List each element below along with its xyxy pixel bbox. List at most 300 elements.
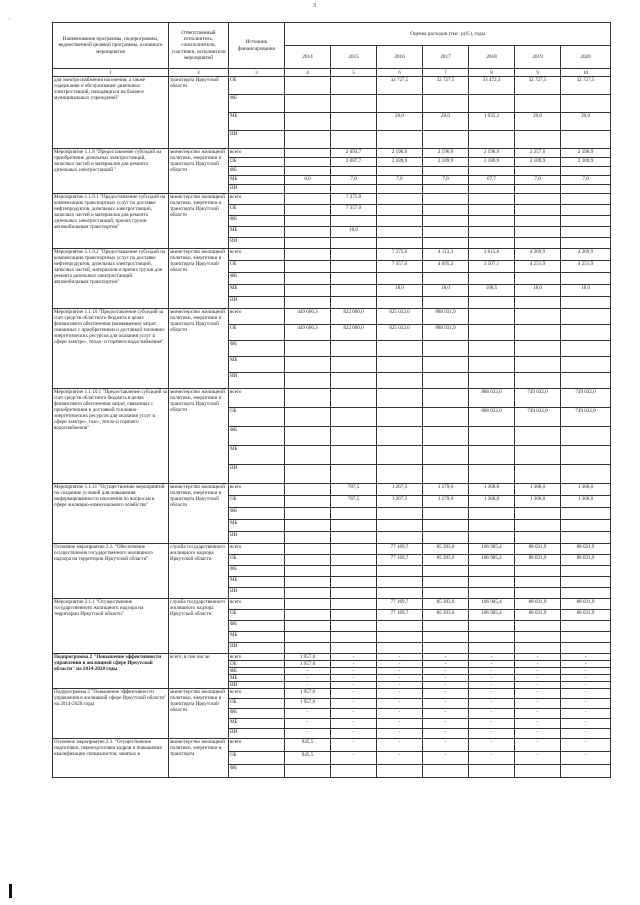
amount-cell [331, 167, 377, 176]
amount-cell [561, 297, 611, 309]
amount-cell: - [515, 709, 561, 719]
amount-cell: 18,0 [423, 285, 469, 297]
column-number: 1 [53, 69, 169, 77]
funding-source: ИИ [229, 643, 285, 654]
amount-cell [285, 496, 331, 508]
header-year: 2017 [423, 46, 469, 69]
funding-source: ИИ [229, 131, 285, 149]
amount-cell [515, 520, 561, 532]
amount-cell [331, 446, 377, 465]
amount-cell: - [377, 661, 423, 668]
amount-cell [423, 427, 469, 446]
amount-cell: 7,0 [331, 176, 377, 185]
funding-source: ФБ [229, 341, 285, 357]
table-row [53, 544, 611, 555]
amount-cell [515, 427, 561, 446]
amount-cell [515, 216, 561, 227]
amount-cell [285, 610, 331, 621]
funding-source: МБ [229, 675, 285, 682]
amount-cell: - [561, 689, 611, 699]
amount-cell [377, 520, 423, 532]
amount-cell [285, 643, 331, 654]
amount-cell [423, 621, 469, 632]
funding-source: ФБ [229, 427, 285, 446]
amount-cell [377, 408, 423, 427]
funding-source: МБ [229, 632, 285, 643]
amount-cell [331, 408, 377, 427]
header-estimate: Оценка расходов (тыс. руб.), годы [285, 23, 611, 46]
funding-source: МБ [229, 285, 285, 297]
amount-cell: 888 931,9 [423, 325, 469, 341]
amount-cell [423, 465, 469, 484]
amount-cell [469, 95, 515, 113]
amount-cell: 88 031,9 [515, 555, 561, 566]
funding-source: ФБ [229, 668, 285, 675]
amount-cell [469, 621, 515, 632]
amount-cell: 7,0 [377, 176, 423, 185]
funding-source: МБ [229, 176, 285, 185]
amount-cell [331, 373, 377, 389]
amount-cell [285, 261, 331, 273]
funding-source: ФБ [229, 273, 285, 285]
funding-source: всего [229, 654, 285, 661]
amount-cell: 2 189,9 [377, 158, 423, 167]
amount-cell [331, 465, 377, 484]
amount-cell: 4 095,3 [423, 261, 469, 273]
amount-cell [285, 249, 331, 261]
amount-cell [377, 643, 423, 654]
amount-cell [331, 632, 377, 643]
amount-cell: 2 196,9 [561, 149, 611, 158]
amount-cell: - [515, 699, 561, 709]
amount-cell [331, 566, 377, 577]
header-responsible: Ответственный исполнитель, соисполнители, участники, исполнители мероприятий [169, 23, 229, 69]
binding-edge-mark [9, 884, 12, 898]
amount-cell: 20,0 [515, 113, 561, 131]
amount-cell [515, 205, 561, 216]
amount-cell: - [285, 709, 331, 719]
amount-cell [515, 577, 561, 588]
amount-cell: - [331, 682, 377, 689]
amount-cell: 18,0 [515, 285, 561, 297]
amount-cell [377, 185, 423, 194]
table-row [53, 654, 611, 661]
amount-cell: 88 031,9 [561, 610, 611, 621]
amount-cell: - [377, 729, 423, 739]
amount-cell [331, 610, 377, 621]
amount-cell [331, 588, 377, 599]
header-source: Источник финансирования [229, 23, 285, 69]
amount-cell: - [423, 729, 469, 739]
amount-cell [561, 238, 611, 249]
amount-cell: - [561, 661, 611, 668]
amount-cell [285, 167, 331, 176]
amount-cell: 7 375,0 [331, 194, 377, 205]
amount-cell [331, 341, 377, 357]
amount-cell [377, 227, 423, 238]
amount-cell [423, 588, 469, 599]
amount-cell: 7 357,0 [331, 205, 377, 216]
amount-cell [469, 273, 515, 285]
amount-cell [331, 427, 377, 446]
amount-cell: - [331, 654, 377, 661]
amount-cell: 85 393,0 [423, 610, 469, 621]
amount-cell [423, 765, 469, 778]
amount-cell: 32 727,5 [515, 77, 561, 95]
amount-cell: - [469, 689, 515, 699]
amount-cell [469, 588, 515, 599]
amount-cell [515, 566, 561, 577]
amount-cell [561, 205, 611, 216]
funding-source: ОБ [229, 496, 285, 508]
amount-cell [377, 357, 423, 373]
amount-cell: - [469, 739, 515, 752]
funding-source: всего [229, 739, 285, 752]
amount-cell: - [377, 668, 423, 675]
amount-cell: 88 031,9 [561, 599, 611, 610]
table-row [53, 249, 611, 261]
amount-cell [423, 167, 469, 176]
amount-cell [469, 465, 515, 484]
amount-cell: - [469, 654, 515, 661]
funding-source: ФБ [229, 216, 285, 227]
amount-cell: 825 032,0 [377, 309, 423, 325]
amount-cell [285, 158, 331, 167]
funding-source: ИИ [229, 588, 285, 599]
amount-cell: 787,5 [331, 484, 377, 496]
funding-source: МБ [229, 446, 285, 465]
responsible-executor: министерство жилищной политики, энергетики и транспорта Иркутской области [169, 484, 229, 544]
table-row [53, 309, 611, 325]
amount-cell [561, 588, 611, 599]
amount-cell [561, 95, 611, 113]
amount-cell [331, 238, 377, 249]
amount-cell [285, 408, 331, 427]
amount-cell [285, 297, 331, 309]
amount-cell [331, 113, 377, 131]
amount-cell [423, 577, 469, 588]
amount-cell: 18,0 [561, 285, 611, 297]
amount-cell [469, 632, 515, 643]
amount-cell: 1 279,0 [423, 484, 469, 496]
funding-source: ОБ [229, 158, 285, 167]
column-number: 7 [423, 69, 469, 77]
amount-cell: - [561, 752, 611, 765]
amount-cell: - [423, 739, 469, 752]
amount-cell [469, 427, 515, 446]
amount-cell: 1 957,0 [285, 699, 331, 709]
amount-cell: - [515, 689, 561, 699]
amount-cell [285, 520, 331, 532]
amount-cell: - [561, 739, 611, 752]
amount-cell: - [423, 719, 469, 729]
amount-cell [377, 508, 423, 520]
amount-cell: 1 368,0 [561, 484, 611, 496]
measure-name: Мероприятие 1.1.10 "Предоставление субсидий за счет средств областного бюджета в целях финансового обеспечения (возмещения) затрат, связанных с приобретением и доставкой топливно-энергетических ресурсов для оказания услуг в сфере электро-, тепло- и горячего водоснабжения" [53, 309, 169, 389]
amount-cell [469, 577, 515, 588]
funding-source: всего [229, 194, 285, 205]
header-year: 2015 [331, 46, 377, 69]
header-year: 2018 [469, 46, 515, 69]
amount-cell [285, 508, 331, 520]
amount-cell: 4 251,9 [515, 261, 561, 273]
amount-cell: - [469, 709, 515, 719]
amount-cell: 749 032,0 [515, 389, 561, 408]
measure-name: Мероприятие 1.1.9.1 "Предоставление субсидий на компенсацию транспортных услуг по доставке нефтепродуктов, дизельных электростанций, запасных частей и материалов для ремонта дизельных электростанций, прочих грузов автомобильным транспортом" [53, 194, 169, 249]
amount-cell: - [285, 719, 331, 729]
amount-cell [561, 632, 611, 643]
amount-cell [469, 508, 515, 520]
amount-cell [285, 149, 331, 158]
funding-source: ОБ [229, 205, 285, 216]
amount-cell [331, 520, 377, 532]
header-year: 2020 [561, 46, 611, 69]
amount-cell [285, 194, 331, 205]
responsible-executor: министерство жилищной политики, энергетики и транспорта Иркутской области [169, 249, 229, 309]
amount-cell: - [331, 719, 377, 729]
amount-cell: - [285, 682, 331, 689]
funding-source: ФБ [229, 765, 285, 778]
amount-cell [285, 599, 331, 610]
amount-cell [469, 185, 515, 194]
funding-source: ОБ [229, 261, 285, 273]
amount-cell: 2 093,7 [331, 149, 377, 158]
amount-cell: - [423, 668, 469, 675]
responsible-executor: министерство жилищной политики, энергетики и транспорта Иркутской области [169, 149, 229, 194]
amount-cell: 787,5 [331, 496, 377, 508]
measure-name: Мероприятие 1.1.11 "Осуществление мероприятий по созданию условий для повышения информированности населения по вопросам в сфере жилищно-коммунального хозяйства" [53, 484, 169, 544]
amount-cell [423, 632, 469, 643]
amount-cell [561, 765, 611, 778]
amount-cell [285, 373, 331, 389]
amount-cell [331, 765, 377, 778]
amount-cell: - [515, 682, 561, 689]
amount-cell [561, 427, 611, 446]
amount-cell [377, 205, 423, 216]
amount-cell [515, 373, 561, 389]
amount-cell: 1 368,0 [515, 496, 561, 508]
amount-cell [285, 588, 331, 599]
amount-cell [423, 643, 469, 654]
amount-cell: 1 957,0 [285, 661, 331, 668]
amount-cell [469, 341, 515, 357]
amount-cell [377, 341, 423, 357]
amount-cell [285, 532, 331, 544]
measure-name: Мероприятие 1.1.9.2 "Предоставление субсидий на компенсацию транспортных услуг по доставке нефтепродуктов, дизельных электростанций, запасных частей, материалов и прочих грузов для ремонта дизельных электростанций автомобильным транспортом" [53, 249, 169, 309]
amount-cell: - [423, 709, 469, 719]
amount-cell [331, 261, 377, 273]
amount-cell: - [469, 675, 515, 682]
measure-name: Мероприятие 1.1.10.1 "Предоставление субсидий за счет средств областного бюджета в целях финансового обеспечения затрат, связанных с приобретением и доставкой топливно-энергетических ресурсов для оказания услуг в сфере электро-, газо-, тепло-и горячего водоснабжения" [53, 389, 169, 484]
amount-cell: - [561, 699, 611, 709]
corner-mark: ' [9, 18, 11, 24]
amount-cell: 18,0 [377, 285, 423, 297]
funding-source: МБ [229, 227, 285, 238]
amount-cell [285, 555, 331, 566]
amount-cell: 1 957,0 [285, 689, 331, 699]
amount-cell [515, 297, 561, 309]
amount-cell [423, 95, 469, 113]
amount-cell: - [469, 752, 515, 765]
amount-cell [515, 357, 561, 373]
amount-cell [515, 446, 561, 465]
amount-cell: 32 727,5 [561, 77, 611, 95]
amount-cell [469, 167, 515, 176]
funding-source: ИИ [229, 729, 285, 739]
amount-cell: - [515, 661, 561, 668]
amount-cell [423, 446, 469, 465]
funding-source: ИИ [229, 682, 285, 689]
amount-cell [561, 520, 611, 532]
responsible-executor: служба государственного жилищного надзора Иркутской области [169, 544, 229, 599]
amount-cell [515, 341, 561, 357]
amount-cell: - [377, 654, 423, 661]
amount-cell [423, 389, 469, 408]
amount-cell [285, 484, 331, 496]
amount-cell [515, 632, 561, 643]
amount-cell [423, 357, 469, 373]
amount-cell: 1 279,0 [423, 496, 469, 508]
amount-cell: 822 600,0 [331, 309, 377, 325]
amount-cell: - [377, 709, 423, 719]
amount-cell: 1 267,3 [377, 484, 423, 496]
amount-cell: 106 905,4 [469, 599, 515, 610]
amount-cell [377, 446, 423, 465]
table-row [53, 194, 611, 205]
amount-cell: 106 905,4 [469, 610, 515, 621]
amount-cell: 2 189,9 [515, 158, 561, 167]
amount-cell [377, 588, 423, 599]
amount-cell: 32 727,5 [377, 77, 423, 95]
amount-cell: - [331, 729, 377, 739]
amount-cell [469, 532, 515, 544]
funding-source: ОБ [229, 77, 285, 95]
amount-cell [561, 167, 611, 176]
amount-cell [331, 249, 377, 261]
amount-cell: 449 600,3 [285, 325, 331, 341]
amount-cell [377, 532, 423, 544]
amount-cell [423, 205, 469, 216]
measure-name: Подпрограмма 2 "Повышение эффективности управления в жилищной сфере Иркутской области" на 2014-2020 годы [53, 654, 169, 689]
measure-name: Основное мероприятие 2.1. "Осуществление подготовки, переподготовки кадров и повышения квалификации специалистов, занятых в [53, 739, 169, 778]
funding-source: всего [229, 544, 285, 555]
amount-cell: 749 032,0 [561, 389, 611, 408]
amount-cell [469, 765, 515, 778]
amount-cell: - [377, 689, 423, 699]
amount-cell [515, 238, 561, 249]
amount-cell [515, 95, 561, 113]
amount-cell: 1 267,3 [377, 496, 423, 508]
funding-source: всего [229, 389, 285, 408]
amount-cell [285, 389, 331, 408]
amount-cell [377, 765, 423, 778]
amount-cell [561, 465, 611, 484]
amount-cell: 3 615,6 [469, 249, 515, 261]
amount-cell [377, 389, 423, 408]
amount-cell: - [331, 709, 377, 719]
amount-cell [285, 185, 331, 194]
amount-cell: 822 600,0 [331, 325, 377, 341]
amount-cell: - [331, 739, 377, 752]
amount-cell: 2 087,7 [331, 158, 377, 167]
column-number: 10 [561, 69, 611, 77]
amount-cell [515, 532, 561, 544]
amount-cell: - [561, 682, 611, 689]
amount-cell: - [469, 719, 515, 729]
amount-cell [469, 205, 515, 216]
amount-cell [469, 520, 515, 532]
amount-cell: - [377, 752, 423, 765]
amount-cell: 4 113,3 [423, 249, 469, 261]
amount-cell [331, 508, 377, 520]
amount-cell [331, 532, 377, 544]
responsible-executor: министерство жилищной политики, энергетики и транспорта [169, 739, 229, 778]
funding-source: ФБ [229, 621, 285, 632]
amount-cell [285, 77, 331, 95]
column-number: 6 [377, 69, 423, 77]
amount-cell [515, 325, 561, 341]
page-number: 3 [313, 3, 316, 9]
amount-cell: 77 169,7 [377, 610, 423, 621]
amount-cell: - [331, 675, 377, 682]
amount-cell: 67,7 [469, 176, 515, 185]
amount-cell [561, 532, 611, 544]
amount-cell [285, 765, 331, 778]
amount-cell: 2 196,9 [377, 149, 423, 158]
amount-cell: 888 032,0 [469, 389, 515, 408]
amount-cell [515, 643, 561, 654]
amount-cell: 4 251,9 [561, 261, 611, 273]
amount-cell [515, 588, 561, 599]
amount-cell [561, 446, 611, 465]
amount-cell [377, 95, 423, 113]
amount-cell: 2 196,9 [469, 149, 515, 158]
amount-cell [285, 632, 331, 643]
responsible-executor: транспорта Иркутской области [169, 77, 229, 149]
amount-cell: - [285, 675, 331, 682]
amount-cell [377, 632, 423, 643]
funding-source: ИИ [229, 373, 285, 389]
funding-source: ОБ [229, 610, 285, 621]
table-row [53, 599, 611, 610]
amount-cell: 749 032,0 [515, 408, 561, 427]
amount-cell: 88 031,9 [515, 544, 561, 555]
header-name: Наименование программы, подпрограммы, ведомственной целевой программы, основного мероприятия [53, 23, 169, 69]
amount-cell: - [423, 699, 469, 709]
amount-cell [423, 566, 469, 577]
amount-cell: 749 032,0 [561, 408, 611, 427]
amount-cell: - [561, 719, 611, 729]
responsible-executor: всего, в том числе: [169, 654, 229, 689]
amount-cell [561, 577, 611, 588]
funding-source: ИИ [229, 532, 285, 544]
amount-cell [561, 357, 611, 373]
amount-cell: - [377, 682, 423, 689]
amount-cell: 88 031,9 [515, 599, 561, 610]
amount-cell [377, 577, 423, 588]
amount-cell: - [423, 689, 469, 699]
amount-cell [285, 357, 331, 373]
funding-source: ФБ [229, 167, 285, 176]
amount-cell [285, 544, 331, 555]
funding-source: ОБ [229, 325, 285, 341]
funding-source: ИИ [229, 465, 285, 484]
amount-cell: - [423, 661, 469, 668]
amount-cell [331, 131, 377, 149]
amount-cell [469, 643, 515, 654]
amount-cell [377, 621, 423, 632]
amount-cell: - [377, 739, 423, 752]
